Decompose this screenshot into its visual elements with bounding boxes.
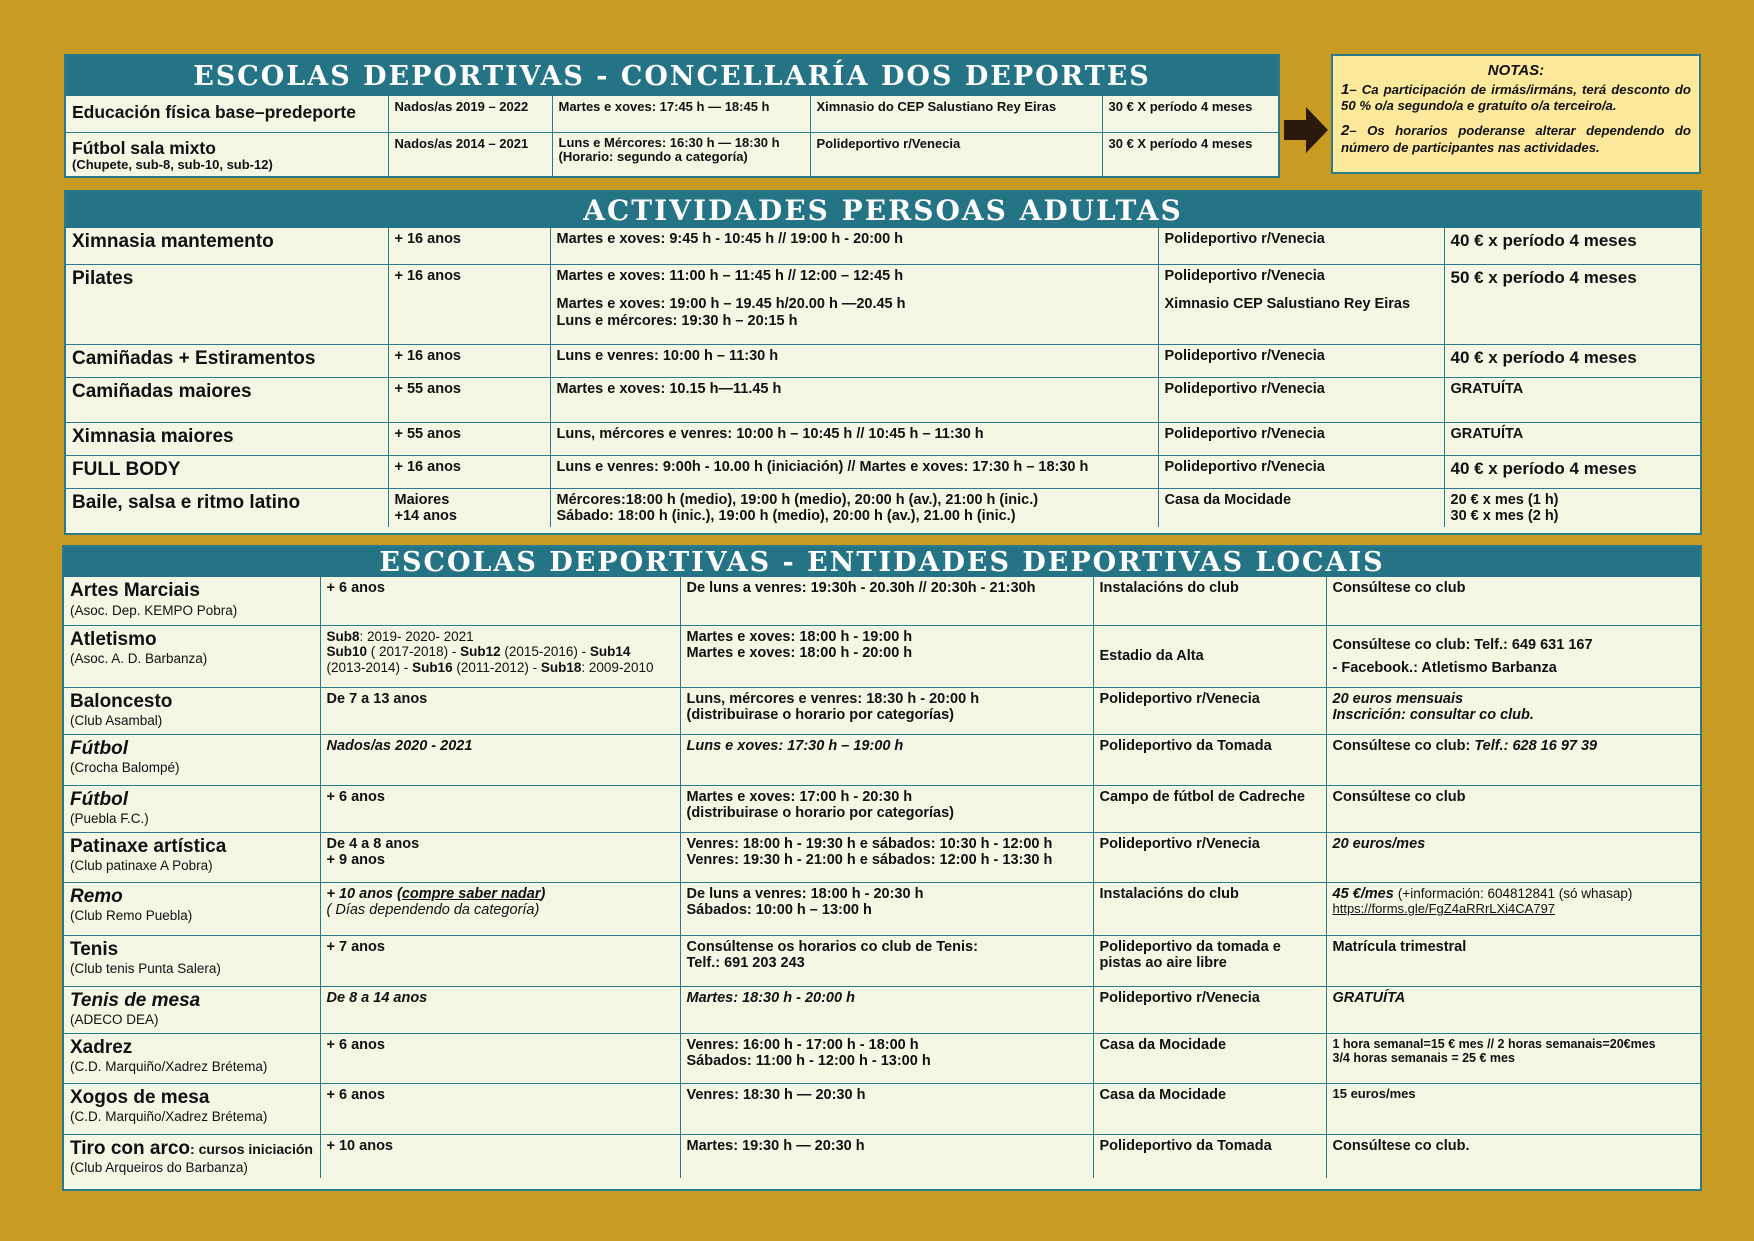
- age-years: (2013-2014) -: [326, 659, 413, 675]
- activity-extra: : cursos iniciación: [190, 1140, 313, 1157]
- schedule-cell: [552, 132, 810, 176]
- price-text: GRATUÍTA: [1450, 425, 1524, 442]
- age-category: Sub10: [326, 644, 368, 660]
- schedule-text: De luns a venres: 18:00 h - 20:30 h: [686, 885, 924, 902]
- price-cell: [1326, 1134, 1700, 1178]
- age-text: + 55 anos: [394, 425, 461, 442]
- schedule-text: Martes: 18:30 h - 20:00 h: [686, 989, 855, 1006]
- price-text: 40 € x período 4 meses: [1450, 458, 1637, 478]
- place-cell: [1093, 882, 1326, 935]
- age-cell: [320, 832, 680, 882]
- price-text: 40 € x período 4 meses: [1450, 231, 1637, 250]
- price-text: - Facebook.: Atletismo Barbanza: [1332, 659, 1557, 676]
- age-text: + 6 anos: [326, 1036, 385, 1053]
- age-cell: [320, 687, 680, 734]
- table-row: [66, 488, 1700, 527]
- schedule-cell: [680, 986, 1093, 1033]
- schedule-cell: [680, 577, 1093, 625]
- place-cell: [1158, 455, 1444, 488]
- age-years: ( 2017-2018) -: [367, 644, 461, 660]
- place-text: Instalacións do club: [1099, 580, 1239, 596]
- section-entidades-title: ESCOLAS DEPORTIVAS - ENTIDADES DEPORTIVAS LOCAIS: [64, 547, 1700, 577]
- note-1-text: – Ca participación de irmás/irmáns, terá desconto do 50 % o/a segundo/a e gratuíto o/a terceiro/a.: [1341, 81, 1691, 114]
- schedule-text: Martes e xoves: 9:45 h - 10:45 h // 19:00 h - 20:00 h: [556, 231, 904, 247]
- activity-cell: [66, 132, 388, 176]
- place-cell: [1093, 1134, 1326, 1178]
- activity-name: Tenis: [70, 938, 119, 960]
- activity-cell: [66, 264, 388, 344]
- schedule-text: Martes e xoves: 11:00 h – 11:45 h // 12:00 – 12:45 h: [556, 267, 904, 284]
- place-text: Casa da Mocidade: [1099, 1036, 1227, 1053]
- activity-name: Ximnasia maiores: [72, 425, 234, 447]
- schedule-cell: [550, 455, 1158, 488]
- section-adultas-table: [66, 228, 1700, 527]
- activity-cell: [66, 228, 388, 264]
- age-text: + 55 anos: [394, 380, 461, 397]
- table-row: [66, 377, 1700, 422]
- price-text: Consúltese co club:: [1332, 737, 1471, 754]
- place-cell: [1158, 228, 1444, 264]
- schedule-text: Luns e venres: 10:00 h – 11:30 h: [556, 347, 779, 364]
- price-text: Consúltese co club: [1332, 788, 1466, 805]
- section-adultas-title: ACTIVIDADES PERSOAS ADULTAS: [66, 192, 1700, 228]
- place-cell: [1093, 1033, 1326, 1083]
- price-text: GRATUÍTA: [1332, 989, 1406, 1006]
- activity-cell: [66, 455, 388, 488]
- table-row: [66, 96, 1278, 132]
- notes-title: NOTAS:: [1487, 62, 1545, 79]
- price-phone: Telf.: 628 16 97 39: [1474, 737, 1598, 754]
- price-cell: [1326, 785, 1700, 832]
- age-cell: [320, 882, 680, 935]
- price-text: Matrícula trimestral: [1332, 938, 1467, 955]
- schedule-cell: [680, 687, 1093, 734]
- place-cell: [1093, 832, 1326, 882]
- age-years: (2011-2012) -: [452, 659, 541, 675]
- place-cell: [810, 132, 1102, 176]
- activity-name: Fútbol: [70, 788, 129, 810]
- table-row: [64, 935, 1700, 986]
- club-name: (Asoc. Dep. KEMPO Pobra): [70, 602, 238, 618]
- club-name: (C.D. Marquiño/Xadrez Brétema): [70, 1059, 268, 1075]
- schedule-cell: [550, 377, 1158, 422]
- price-text: 1 hora semanal=15 € mes // 2 horas semanais=20€mes: [1332, 1036, 1656, 1051]
- price-cell: [1444, 228, 1700, 264]
- price-text: 20 euros mensuais: [1332, 690, 1464, 707]
- schedule-text: (distribuirase o horario por categorías): [686, 805, 954, 822]
- price-cell: [1326, 986, 1700, 1033]
- age-text: De 4 a 8 anos: [326, 835, 420, 852]
- place-text: Polideportivo da Tomada: [1099, 737, 1272, 754]
- activity-name: Baile, salsa e ritmo latino: [72, 491, 301, 513]
- activity-cell: [64, 882, 320, 935]
- price-cell: [1444, 264, 1700, 344]
- price-cell: [1444, 377, 1700, 422]
- schedule-text: Martes e xoves: 17:45 h — 18:45 h: [558, 99, 770, 114]
- table-row: [66, 455, 1700, 488]
- price-cell: [1326, 832, 1700, 882]
- table-row: [64, 734, 1700, 785]
- schedule-cell: [680, 785, 1093, 832]
- schedule-text: De luns a venres: 19:30h - 20.30h // 20:30h - 21:30h: [686, 580, 1036, 596]
- price-text: 20 euros/mes: [1332, 835, 1426, 852]
- schedule-text: Martes e xoves: 18:00 h - 20:00 h: [686, 645, 913, 662]
- table-row: [64, 577, 1700, 625]
- note-1-number: 1: [1341, 80, 1350, 98]
- place-text: Ximnasio do CEP Salustiano Rey Eiras: [816, 99, 1057, 114]
- place-text: Polideportivo r/Venecia: [1164, 231, 1325, 247]
- price-text: 30 € x mes (2 h): [1450, 508, 1559, 525]
- activity-name: Atletismo: [70, 628, 157, 650]
- age-text: + 16 anos: [394, 267, 461, 284]
- age-cell: [320, 785, 680, 832]
- age-cell: [320, 734, 680, 785]
- price-text: 3/4 horas semanais = 25 € mes: [1332, 1050, 1515, 1065]
- price-cell: [1326, 577, 1700, 625]
- section-concellaria-table: [66, 96, 1278, 176]
- activity-name: Fútbol sala mixto: [72, 137, 216, 158]
- schedule-text: Luns e venres: 9:00h - 10.00 h (iniciación) // Martes e xoves: 17:30 h – 18:30 h: [556, 458, 1089, 475]
- price-text: 50 € x período 4 meses: [1450, 267, 1637, 287]
- activity-name: Baloncesto: [70, 690, 173, 712]
- schedule-text: Martes e xoves: 19:00 h – 19.45 h/20.00 h —20.45 h: [556, 296, 906, 313]
- schedule-text: Sábados: 10:00 h – 13:00 h: [686, 902, 872, 919]
- age-cell: [388, 264, 550, 344]
- age-text: Nados/as 2014 – 2021: [394, 135, 529, 151]
- activity-name: Ximnasia mantemento: [72, 231, 274, 252]
- schedule-text: (distribuirase o horario por categorías): [686, 707, 954, 724]
- schedule-text: Sábado: 18:00 h (inic.), 19:00 h (medio), 20:00 h (av.), 21.00 h (inic.): [556, 508, 1016, 525]
- club-name: (Puebla F.C.): [70, 811, 149, 827]
- signup-link[interactable]: https://forms.gle/FgZ4aRRrLXi4CA797: [1332, 901, 1556, 917]
- place-text: Polideportivo r/Venecia: [1099, 690, 1260, 707]
- activity-cell: [64, 1134, 320, 1178]
- schedule-text: Luns e xoves: 17:30 h – 19:00 h: [686, 737, 904, 754]
- notes-box: [1331, 54, 1701, 174]
- place-cell: [1093, 785, 1326, 832]
- schedule-cell: [680, 832, 1093, 882]
- activity-name: Fútbol: [70, 737, 129, 759]
- club-name: (ADECO DEA): [70, 1012, 159, 1028]
- schedule-text: Mércores:18:00 h (medio), 19:00 h (medio), 20:00 h (av.), 21:00 h (inic.): [556, 491, 1039, 508]
- place-text: Ximnasio CEP Salustiano Rey Eiras: [1164, 296, 1411, 313]
- place-cell: [1158, 422, 1444, 455]
- section-adultas: [64, 190, 1702, 535]
- table-row: [66, 228, 1700, 264]
- activity-name: Tenis de mesa: [70, 989, 201, 1011]
- section-entidades: [62, 545, 1702, 1191]
- schedule-text: Luns, mércores e venres: 18:30 h - 20:00 h: [686, 690, 980, 707]
- price-cell: [1326, 687, 1700, 734]
- place-text: Instalacións do club: [1099, 885, 1239, 902]
- price-info: (+información: 604812841 (só whasap): [1397, 885, 1633, 901]
- age-category: Sub18: [540, 659, 582, 675]
- age-text: + 7 anos: [326, 938, 385, 955]
- price-text: GRATUÍTA: [1450, 380, 1524, 397]
- place-text: Polideportivo r/Venecia: [1164, 380, 1325, 397]
- age-cell: [320, 1083, 680, 1134]
- activity-cell: [66, 344, 388, 377]
- table-row: [64, 986, 1700, 1033]
- age-text: + 6 anos: [326, 580, 385, 596]
- place-cell: [1093, 1083, 1326, 1134]
- activity-cell: [66, 377, 388, 422]
- table-row: [64, 882, 1700, 935]
- place-cell: [1158, 264, 1444, 344]
- age-text: Maiores: [394, 491, 450, 508]
- price-text: Consúltese co club: [1332, 580, 1466, 596]
- section-concellaria-title: ESCOLAS DEPORTIVAS - CONCELLARÍA DOS DEPORTES: [66, 56, 1278, 96]
- club-name: (Club patinaxe A Pobra): [70, 858, 213, 874]
- place-cell: [1158, 488, 1444, 527]
- activity-name: Xadrez: [70, 1036, 133, 1058]
- place-text: Polideportivo r/Venecia: [1164, 347, 1325, 364]
- schedule-note: (Horario: segundo a categoría): [558, 149, 748, 165]
- age-years: (2015-2016) -: [500, 644, 590, 660]
- schedule-text: Venres: 19:30 h - 21:00 h e sábados: 12:00 h - 13:30 h: [686, 852, 1053, 869]
- place-text: Casa da Mocidade: [1164, 491, 1292, 508]
- price-cell: [1326, 1033, 1700, 1083]
- table-row: [64, 1134, 1700, 1178]
- activity-cell: [64, 734, 320, 785]
- table-row: [64, 1083, 1700, 1134]
- price-cell: [1326, 882, 1700, 935]
- age-cell: [388, 228, 550, 264]
- age-cell: [388, 488, 550, 527]
- age-text: + 16 anos: [394, 231, 461, 247]
- activity-name: Artes Marciais: [70, 580, 200, 601]
- age-cell: [320, 986, 680, 1033]
- table-row: [66, 132, 1278, 176]
- place-text: Polideportivo r/Venecia: [1099, 835, 1260, 852]
- schedule-text: Martes e xoves: 18:00 h - 19:00 h: [686, 628, 913, 645]
- schedule-text: Martes e xoves: 17:00 h - 20:30 h: [686, 788, 913, 805]
- activity-cell: [64, 687, 320, 734]
- age-text: Nados/as 2019 – 2022: [394, 99, 529, 114]
- activity-cell: [66, 422, 388, 455]
- place-cell: [1093, 734, 1326, 785]
- activity-cell: [64, 577, 320, 625]
- schedule-cell: [680, 734, 1093, 785]
- table-row: [64, 687, 1700, 734]
- age-cell: [388, 96, 552, 132]
- age-cell: [388, 377, 550, 422]
- section-concellaria: [64, 54, 1280, 178]
- table-row: [64, 785, 1700, 832]
- age-category: Sub12: [460, 644, 501, 660]
- age-note: ( Días dependendo da categoría): [326, 902, 540, 919]
- price-text: Consúltese co club: Telf.: 649 631 167: [1332, 636, 1593, 653]
- activity-name: Tiro con arco: [70, 1137, 191, 1159]
- activity-cell: [64, 785, 320, 832]
- schedule-cell: [680, 1134, 1093, 1178]
- schedule-text: Venres: 18:00 h - 19:30 h e sábados: 10:30 h - 12:00 h: [686, 835, 1053, 852]
- activity-cell: [64, 625, 320, 687]
- place-text: Polideportivo r/Venecia: [1164, 425, 1325, 442]
- age-category: Sub8: [326, 628, 360, 644]
- price-text: 15 euros/mes: [1332, 1085, 1416, 1101]
- schedule-cell: [550, 422, 1158, 455]
- place-text: Polideportivo r/Venecia: [1164, 267, 1325, 284]
- activity-name: Remo: [70, 885, 123, 907]
- schedule-text: Telf.: 691 203 243: [686, 955, 805, 972]
- age-text: + 16 anos: [394, 458, 461, 475]
- schedule-cell: [550, 344, 1158, 377]
- age-text: Nados/as 2020 - 2021: [326, 737, 473, 754]
- place-cell: [1093, 687, 1326, 734]
- club-name: (Club Asambal): [70, 713, 163, 729]
- schedule-cell: [680, 935, 1093, 986]
- activity-name: Camiñadas + Estiramentos: [72, 347, 316, 369]
- age-text: +14 anos: [394, 508, 457, 525]
- schedule-text: Sábados: 11:00 h - 12:00 h - 13:00 h: [686, 1053, 931, 1070]
- schedule-cell: [680, 1083, 1093, 1134]
- age-text: + 6 anos: [326, 1086, 385, 1103]
- schedule-cell: [550, 488, 1158, 527]
- place-cell: [1158, 344, 1444, 377]
- activity-cell: [64, 1033, 320, 1083]
- schedule-text: Consúltense os horarios co club de Tenis:: [686, 938, 978, 955]
- age-text: + 9 anos: [326, 852, 385, 869]
- age-cell: [320, 1033, 680, 1083]
- club-name: (Crocha Balompé): [70, 760, 180, 776]
- schedule-cell: [550, 228, 1158, 264]
- age-text: + 10 anos: [326, 1137, 393, 1154]
- schedule-text: Luns e Mércores: 16:30 h — 18:30 h: [558, 134, 780, 150]
- place-cell: [1093, 625, 1326, 687]
- place-text: Polideportivo da tomada e pistas ao aire libre: [1099, 938, 1281, 972]
- age-category: Sub14: [589, 644, 631, 660]
- club-name: (Club tenis Punta Salera): [70, 961, 221, 977]
- note-2: [1341, 122, 1691, 155]
- price-text: 45 €/mes: [1332, 885, 1394, 902]
- table-row: [64, 625, 1700, 687]
- schedule-cell: [550, 264, 1158, 344]
- price-cell: [1326, 625, 1700, 687]
- price-text: Consúltese co club.: [1332, 1137, 1470, 1154]
- activity-cell: [64, 1083, 320, 1134]
- price-text: 30 € X período 4 meses: [1108, 135, 1253, 151]
- place-text: Casa da Mocidade: [1099, 1086, 1227, 1103]
- price-cell: [1444, 422, 1700, 455]
- activity-cell: [64, 832, 320, 882]
- activity-name: FULL BODY: [72, 458, 181, 480]
- activity-name: Patinaxe artística: [70, 835, 227, 857]
- age-cell: [388, 455, 550, 488]
- place-text: Polideportivo r/Venecia: [1164, 458, 1325, 475]
- activity-name: Camiñadas maiores: [72, 380, 252, 402]
- activity-cell: [64, 935, 320, 986]
- age-cell: [320, 625, 680, 687]
- age-text: De 8 a 14 anos: [326, 989, 428, 1006]
- schedule-text: Luns e mércores: 19:30 h – 20:15 h: [556, 312, 798, 329]
- note-2-text: – Os horarios poderanse alterar dependendo do número de participantes nas actividades.: [1341, 122, 1691, 155]
- schedule-text: Venres: 16:00 h - 17:00 h - 18:00 h: [686, 1036, 919, 1053]
- age-text: + 10 anos (: [326, 885, 402, 902]
- place-cell: [1093, 577, 1326, 625]
- table-row: [64, 1033, 1700, 1083]
- age-cell: [320, 1134, 680, 1178]
- schedule-text: Martes e xoves: 10.15 h—11.45 h: [556, 380, 782, 397]
- price-cell: [1326, 734, 1700, 785]
- age-text: ): [540, 885, 546, 902]
- price-cell: [1444, 488, 1700, 527]
- age-years: : 2019- 2020- 2021: [359, 628, 474, 644]
- club-name: (Asoc. A. D. Barbanza): [70, 651, 208, 667]
- schedule-cell: [680, 1033, 1093, 1083]
- price-text: 40 € x período 4 meses: [1450, 347, 1637, 367]
- schedule-text: Martes: 19:30 h — 20:30 h: [686, 1137, 865, 1154]
- price-text: 30 € X período 4 meses: [1108, 99, 1253, 114]
- age-cell: [388, 422, 550, 455]
- age-category: Sub16: [412, 659, 453, 675]
- age-text: + 6 anos: [326, 788, 385, 805]
- age-cell: [320, 577, 680, 625]
- schedule-cell: [552, 96, 810, 132]
- price-text: 20 € x mes (1 h): [1450, 491, 1559, 508]
- age-cell: [388, 344, 550, 377]
- table-row: [66, 344, 1700, 377]
- age-text: + 16 anos: [394, 347, 461, 364]
- club-name: (Club Remo Puebla): [70, 908, 193, 924]
- table-row: [66, 422, 1700, 455]
- age-text: De 7 a 13 anos: [326, 690, 428, 707]
- table-row: [64, 832, 1700, 882]
- schedule-text: Venres: 18:30 h — 20:30 h: [686, 1086, 866, 1103]
- price-cell: [1326, 1083, 1700, 1134]
- place-text: Polideportivo r/Venecia: [1099, 989, 1260, 1006]
- place-text: Estadio da Alta: [1099, 648, 1204, 665]
- price-text: Inscrición: consultar co club.: [1332, 707, 1534, 724]
- section-entidades-table: [64, 577, 1700, 1178]
- place-cell: [1093, 935, 1326, 986]
- price-cell: [1326, 935, 1700, 986]
- price-cell: [1102, 132, 1278, 176]
- place-text: Campo de fútbol de Cadreche: [1099, 788, 1305, 805]
- table-row: [66, 264, 1700, 344]
- age-cell: [320, 935, 680, 986]
- age-years: : 2009-2010: [581, 659, 654, 675]
- place-cell: [1158, 377, 1444, 422]
- note-2-number: 2: [1341, 121, 1350, 139]
- activity-sub: (Chupete, sub-8, sub-10, sub-12): [72, 156, 273, 172]
- age-cell: [388, 132, 552, 176]
- price-cell: [1444, 344, 1700, 377]
- price-cell: [1102, 96, 1278, 132]
- place-text: Polideportivo r/Venecia: [816, 135, 961, 151]
- price-cell: [1444, 455, 1700, 488]
- schedule-cell: [680, 882, 1093, 935]
- activity-name: Xogos de mesa: [70, 1086, 210, 1108]
- age-requirement: compre saber nadar: [401, 885, 541, 902]
- activity-cell: [66, 488, 388, 527]
- place-text: Polideportivo da Tomada: [1099, 1137, 1272, 1154]
- place-cell: [1093, 986, 1326, 1033]
- club-name: (C.D. Marquiño/Xadrez Brétema): [70, 1109, 268, 1125]
- place-cell: [810, 96, 1102, 132]
- schedule-text: Luns, mércores e venres: 10:00 h – 10:45 h // 10:45 h – 11:30 h: [556, 425, 984, 442]
- activity-name: Educación física base–predeporte: [72, 102, 356, 122]
- schedule-cell: [680, 625, 1093, 687]
- club-name: (Club Arqueiros do Barbanza): [70, 1160, 248, 1176]
- activity-name: Pilates: [72, 267, 134, 289]
- activity-cell: [66, 96, 388, 132]
- activity-cell: [64, 986, 320, 1033]
- note-1: [1341, 81, 1691, 114]
- arrow-right-icon: [1284, 107, 1328, 153]
